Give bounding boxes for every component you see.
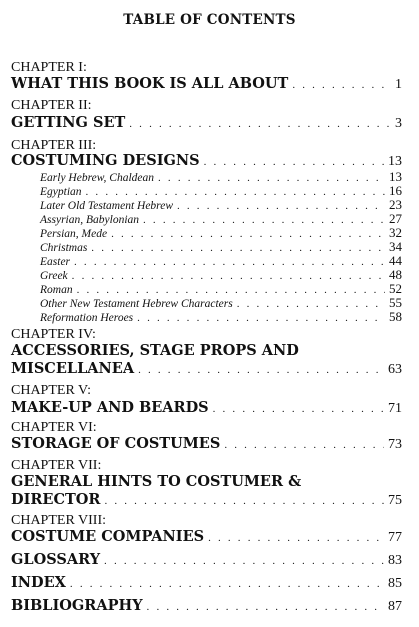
subentry-title: Assyrian, Babylonian xyxy=(40,214,140,226)
chapter-7-title-line1[interactable]: GENERAL HINTS TO COSTUMER & xyxy=(11,473,302,490)
dot-leader xyxy=(138,364,384,376)
glossary-page: 83 xyxy=(388,553,402,568)
toc-subentry[interactable] xyxy=(40,197,402,211)
toc-entry-chapter-3[interactable] xyxy=(11,152,402,170)
toc-entry-index[interactable] xyxy=(11,574,402,592)
chapter-4-title-line1[interactable]: ACCESSORIES, STAGE PROPS AND xyxy=(11,342,299,359)
subentry-title: Easter xyxy=(40,256,71,268)
toc-entry-chapter-8[interactable] xyxy=(11,528,402,546)
subentry-page: 23 xyxy=(389,197,402,212)
subentry-title: Later Old Testament Hebrew xyxy=(40,200,173,212)
dot-leader xyxy=(204,156,384,168)
subentry-page: 13 xyxy=(389,169,402,184)
chapter-5-page: 71 xyxy=(388,401,402,416)
toc-subentry[interactable] xyxy=(40,225,402,239)
toc-entry-chapter-1[interactable] xyxy=(11,75,402,93)
chapter-3-page: 13 xyxy=(388,154,402,169)
dot-leader xyxy=(224,439,384,451)
toc-subentry[interactable] xyxy=(40,267,402,281)
chapter-5-title: MAKE-UP AND BEARDS xyxy=(11,399,209,416)
subentry-page: 32 xyxy=(389,225,402,240)
dot-leader xyxy=(129,118,391,130)
dot-leader xyxy=(147,601,384,613)
chapter-3-label: CHAPTER III: xyxy=(11,138,97,153)
chapter-8-title: COSTUME COMPANIES xyxy=(11,528,205,545)
chapter-7-page: 75 xyxy=(388,493,402,508)
toc-subentry[interactable] xyxy=(40,239,402,253)
chapter-4-page: 63 xyxy=(388,362,402,377)
chapter-2-page: 3 xyxy=(395,116,402,131)
toc-entry-chapter-7[interactable] xyxy=(11,491,402,509)
toc-entry-bibliography[interactable] xyxy=(11,597,402,615)
subentry-title: Egyptian xyxy=(40,186,82,198)
bibliography-page: 87 xyxy=(388,599,402,614)
chapter-7-title-line2: DIRECTOR xyxy=(11,491,101,508)
subentry-page: 58 xyxy=(389,309,402,324)
chapter-2-label: CHAPTER II: xyxy=(11,98,92,113)
dot-leader xyxy=(292,79,391,91)
toc-entry-glossary[interactable] xyxy=(11,551,402,569)
toc-entry-chapter-5[interactable] xyxy=(11,399,402,417)
toc-subentry[interactable] xyxy=(40,309,402,323)
dot-leader xyxy=(137,312,385,324)
subentry-page: 34 xyxy=(389,239,402,254)
toc-subentry[interactable] xyxy=(40,183,402,197)
chapter-6-page: 73 xyxy=(388,437,402,452)
bibliography-title: BIBLIOGRAPHY xyxy=(11,597,143,614)
dot-leader xyxy=(104,555,384,567)
chapter-4-label: CHAPTER IV: xyxy=(11,327,96,342)
chapter-5-label: CHAPTER V: xyxy=(11,383,91,398)
toc-subentry[interactable] xyxy=(40,211,402,225)
page-title: TABLE OF CONTENTS xyxy=(123,12,296,28)
chapter-8-label: CHAPTER VIII: xyxy=(11,513,107,528)
chapter-1-label: CHAPTER I: xyxy=(11,60,87,75)
toc-entry-chapter-2[interactable] xyxy=(11,114,402,132)
glossary-title: GLOSSARY xyxy=(11,551,101,568)
chapter-4-title-line2: MISCELLANEA xyxy=(11,360,135,377)
toc-entry-chapter-4[interactable] xyxy=(11,360,402,378)
chapter-6-title: STORAGE OF COSTUMES xyxy=(11,435,221,452)
chapter-7-label: CHAPTER VII: xyxy=(11,458,102,473)
subentry-title: Christmas xyxy=(40,242,88,254)
subentry-page: 44 xyxy=(389,253,402,268)
subentry-title: Other New Testament Hebrew Characters xyxy=(40,298,233,310)
subentry-page: 16 xyxy=(389,183,402,198)
subentry-title: Greek xyxy=(40,270,68,282)
toc-subentry[interactable] xyxy=(40,295,402,309)
subentry-title: Persian, Mede xyxy=(40,228,108,240)
subentry-page: 48 xyxy=(389,267,402,282)
chapter-3-title: COSTUMING DESIGNS xyxy=(11,152,200,169)
subentry-page: 27 xyxy=(389,211,402,226)
dot-leader xyxy=(70,578,384,590)
dot-leader xyxy=(104,495,384,507)
toc-subentry[interactable] xyxy=(40,253,402,267)
subentry-page: 55 xyxy=(389,295,402,310)
index-title: INDEX xyxy=(11,574,66,591)
dot-leader xyxy=(208,532,384,544)
subentry-title: Roman xyxy=(40,284,73,296)
chapter-6-label: CHAPTER VI: xyxy=(11,420,97,435)
toc-subentry[interactable] xyxy=(40,169,402,183)
toc-entry-chapter-6[interactable] xyxy=(11,435,402,453)
subentry-title: Reformation Heroes xyxy=(40,312,134,324)
index-page: 85 xyxy=(388,576,402,591)
toc-subentry[interactable] xyxy=(40,281,402,295)
chapter-8-page: 77 xyxy=(388,530,402,545)
chapter-1-page: 1 xyxy=(395,77,402,92)
chapter-2-title: GETTING SET xyxy=(11,114,126,131)
subentry-title: Early Hebrew, Chaldean xyxy=(40,172,155,184)
chapter-1-title: WHAT THIS BOOK IS ALL ABOUT xyxy=(11,75,289,92)
dot-leader xyxy=(213,403,384,415)
subentry-page: 52 xyxy=(389,281,402,296)
